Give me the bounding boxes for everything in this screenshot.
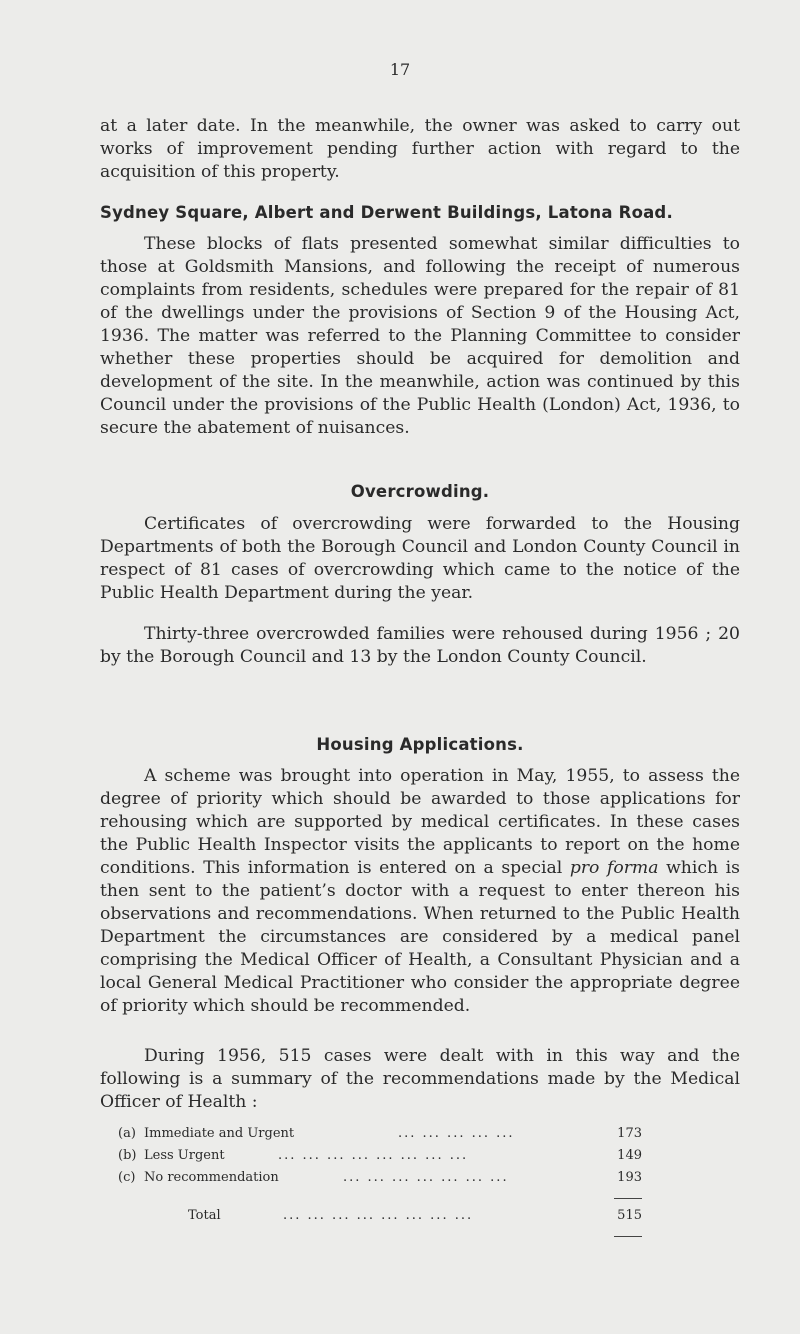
sydney-section (100, 203, 740, 222)
leader-dots: ... ... ... ... ... ... ... ... (283, 1208, 474, 1223)
summary-total-row (118, 1208, 658, 1228)
housing-paragraph-2: During 1956, 515 cases were dealt with in this way and the following is a summary of the recommendations made by the Medical Officer of Health : (100, 1046, 740, 1112)
row-value: 149 (617, 1148, 642, 1163)
summary-row (118, 1126, 658, 1146)
row-label: Less Urgent (144, 1148, 225, 1163)
sydney-paragraph: These blocks of flats presented somewhat similar difficulties to those at Goldsmith Mansions, and following the receipt of numerous complaints from residents, schedules were prepared for the repair of 81 of the dwellings under the provisions of Section 9 of the Housing Act, 1936. The matter was referred to the Planning Committee to consider whether these properties should be acquired for demolition and development of the site. In the meanwhile, action was continued by this Council under the provisions of the Public Health (London) Act, 1936, to secure the abatement of nuisances. (100, 234, 740, 438)
total-rule-bottom (614, 1236, 642, 1237)
housing-paragraph-1-part-b: which is then sent to the patient’s doctor with a request to enter thereon his observations and recommendations. When returned to the Public Health Department the circumstances are considered by a medical panel comprising the Medical Officer of Health, a Consultant Physician and a local General Medical Practitioner who consider the appropriate degree of priority which should be recommended. (100, 858, 741, 1016)
overcrowding-heading: Overcrowding. (350, 482, 490, 501)
row-value: 193 (617, 1170, 642, 1185)
intro-paragraph-block (100, 115, 740, 184)
summary-row (118, 1170, 658, 1190)
leader-dots: ... ... ... ... ... ... ... ... (278, 1148, 469, 1163)
housing-heading: Housing Applications. (316, 735, 524, 754)
total-rule-top (614, 1198, 642, 1199)
row-label: Immediate and Urgent (144, 1126, 295, 1141)
housing-paragraph-1-part-a: A scheme was brought into operation in May, 1955, to assess the degree of priority which should be awarded to those applications for rehousing which are supported by medical certificates. In these cases the Public Health Inspector visits the applicants to report on the home conditions. This information is entered on a special (100, 766, 740, 878)
overcrowding-paragraph-1: Certificates of overcrowding were forwarded to the Housing Departments of both the Borough Council and London County Council in respect of 81 cases of overcrowding which came to the notice of the Public Health Department during the year. (100, 514, 740, 603)
sydney-body-block (100, 233, 740, 440)
overcrowding-section (100, 482, 740, 501)
housing-body-2-block (100, 1045, 740, 1114)
page-number: 17 (389, 60, 411, 79)
pro-forma-italic: pro forma (569, 858, 659, 878)
sydney-heading: Sydney Square, Albert and Derwent Buildings, Latona Road. (100, 203, 673, 222)
housing-paragraph-1 (100, 765, 740, 1018)
housing-body-1-block (100, 765, 740, 1018)
summary-row (118, 1148, 658, 1168)
total-label: Total (188, 1208, 221, 1223)
total-value: 515 (617, 1208, 642, 1223)
intro-paragraph: at a later date. In the meanwhile, the owner was asked to carry out works of improvement pending further action with regard to the acquisition of this property. (100, 116, 740, 182)
row-letter: (b) (118, 1148, 137, 1163)
row-label: No recommendation (144, 1170, 279, 1185)
leader-dots: ... ... ... ... ... ... ... (343, 1170, 509, 1185)
overcrowding-body-1-block (100, 513, 740, 605)
row-letter: (a) (118, 1126, 136, 1141)
overcrowding-body-2-block (100, 623, 740, 669)
row-letter: (c) (118, 1170, 136, 1185)
overcrowding-paragraph-2: Thirty-three overcrowded families were rehoused during 1956 ; 20 by the Borough Council and 13 by the London County Council. (100, 624, 740, 667)
row-value: 173 (617, 1126, 642, 1141)
leader-dots: ... ... ... ... ... (398, 1126, 515, 1141)
housing-section (100, 735, 740, 754)
